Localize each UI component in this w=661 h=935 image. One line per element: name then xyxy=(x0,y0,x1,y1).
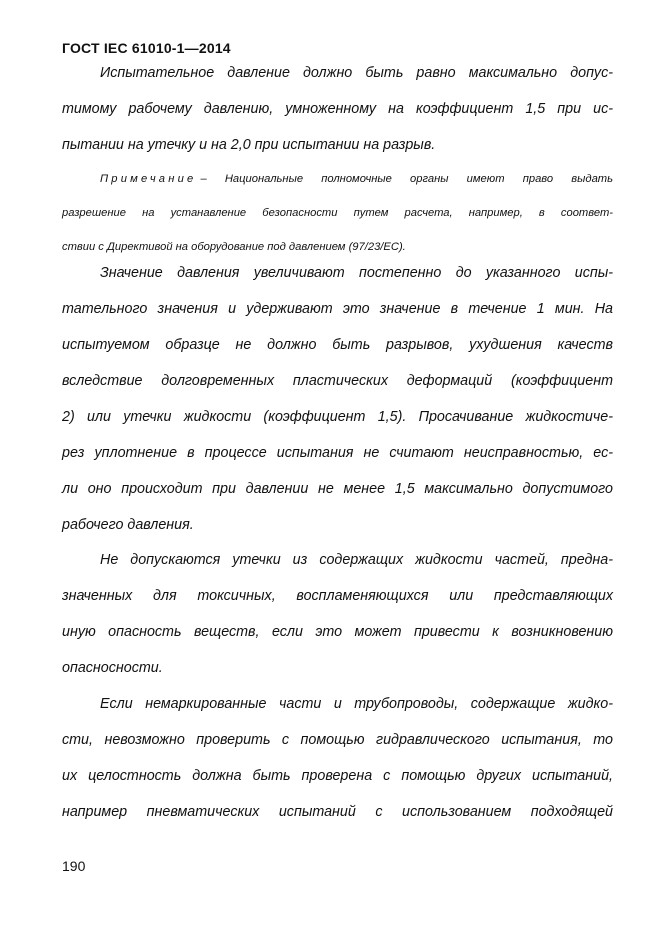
text-line: например пневматических испытаний с использованием подходящей xyxy=(62,804,613,820)
note-first-line xyxy=(62,162,613,196)
text-line: пытании на утечку и на 2,0 при испытании на разрыв. xyxy=(62,137,436,153)
text-line: их целостность должна быть проверена с помощью других испытаний, xyxy=(62,768,613,784)
text-line: Не допускаются утечки из содержащих жидкости частей, предна- xyxy=(100,552,613,568)
text-line: 2) или утечки жидкости (коэффициент 1,5). Просачивание жидкостиче- xyxy=(62,409,613,425)
note-line: разрешение на устанавление безопасности путем расчета, например, в соответ- xyxy=(62,207,613,219)
text-line: вследствие долговременных пластических деформаций (коэффициент xyxy=(62,373,613,389)
note-block xyxy=(62,162,613,264)
text-line: рез уплотнение в процессе испытания не считают неисправностью, ес- xyxy=(62,445,613,461)
text-line: рабочего давления. xyxy=(62,517,194,533)
text-line: тательного значения и удерживают это значение в течение 1 мин. На xyxy=(62,301,613,317)
text-line: Если немаркированные части и трубопроводы, содержащие жидко- xyxy=(100,696,613,712)
page-number: 190 xyxy=(62,858,86,874)
text-line: Значение давления увеличивают постепенно до указанного испы- xyxy=(100,265,613,281)
paragraph-unmarked-parts xyxy=(62,686,613,830)
paragraph-pressure-increase xyxy=(62,255,613,543)
paragraph-leaks xyxy=(62,542,613,686)
text-line: тимому рабочему давлению, умноженному на коэффициент 1,5 при ис- xyxy=(62,101,613,117)
text-line: иную опасность веществ, если это может привести к возникновению xyxy=(62,624,613,640)
note-line: ствии с Директивой на оборудование под давлением (97/23/EC). xyxy=(62,241,406,253)
text-line: ли оно происходит при давлении не менее 1,5 максимально допустимого xyxy=(62,481,613,497)
paragraph-test-pressure xyxy=(62,55,613,163)
text-line: Испытательное давление должно быть равно максимально допус- xyxy=(100,65,613,81)
text-line: сти, невозможно проверить с помощью гидравлического испытания, то xyxy=(62,732,613,748)
text-line: опасносности. xyxy=(62,660,163,676)
note-label: Примечание xyxy=(100,173,197,185)
text-line: значенных для токсичных, воспламеняющихся или представляющих xyxy=(62,588,613,604)
text-line: испытуемом образце не должно быть разрывов, ухудшения качеств xyxy=(62,337,613,353)
note-text: – Национальные полномочные органы имеют право выдать xyxy=(200,173,613,185)
document-header: ГОСТ IEC 61010-1—2014 xyxy=(62,40,231,56)
